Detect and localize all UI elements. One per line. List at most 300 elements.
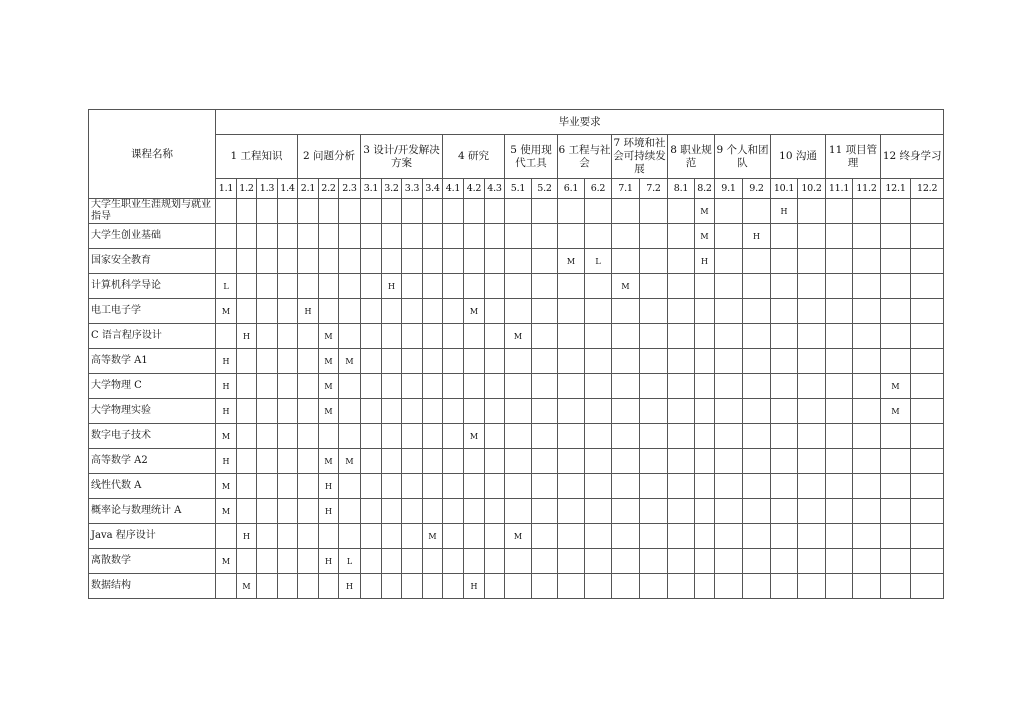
support-level-cell [911, 274, 944, 299]
support-level-cell [278, 274, 298, 299]
requirement-indicator: 4.3 [485, 179, 505, 199]
support-level-cell [298, 524, 319, 549]
support-level-cell [668, 199, 695, 224]
support-level-cell [743, 524, 771, 549]
support-level-cell [743, 499, 771, 524]
support-level-cell [532, 249, 558, 274]
support-level-cell [257, 499, 278, 524]
support-level-cell [715, 374, 743, 399]
requirement-indicator: 3.4 [423, 179, 443, 199]
support-level-cell [361, 374, 382, 399]
requirement-indicator: 11.1 [826, 179, 853, 199]
support-level-cell [237, 449, 257, 474]
support-level-cell [237, 549, 257, 574]
support-level-cell: H [237, 524, 257, 549]
support-level-cell [612, 249, 640, 274]
support-level-cell [278, 499, 298, 524]
support-level-cell: H [464, 574, 485, 599]
support-level-cell [911, 224, 944, 249]
support-level-cell [798, 524, 826, 549]
requirement-group: 1 工程知识 [216, 135, 298, 179]
support-level-cell [743, 324, 771, 349]
support-level-cell: M [505, 524, 532, 549]
support-level-cell [798, 449, 826, 474]
support-level-cell [715, 449, 743, 474]
support-level-cell [798, 249, 826, 274]
support-level-cell [695, 324, 715, 349]
support-level-cell [402, 549, 423, 574]
support-level-cell [237, 474, 257, 499]
support-level-cell [715, 549, 743, 574]
course-row [89, 224, 944, 249]
support-level-cell [278, 299, 298, 324]
support-level-cell [826, 324, 853, 349]
course-name: 高等数学 A2 [89, 449, 216, 474]
support-level-cell [881, 549, 911, 574]
support-level-cell [668, 524, 695, 549]
support-level-cell [715, 199, 743, 224]
support-level-cell [558, 524, 585, 549]
support-level-cell [558, 274, 585, 299]
support-level-cell [695, 299, 715, 324]
support-level-cell: M [319, 399, 339, 424]
course-row [89, 474, 944, 499]
support-level-cell [382, 374, 402, 399]
support-level-cell [771, 574, 798, 599]
support-level-cell [464, 349, 485, 374]
support-level-cell [361, 324, 382, 349]
support-level-cell [695, 424, 715, 449]
support-level-cell [826, 199, 853, 224]
support-level-cell [257, 324, 278, 349]
support-level-cell [668, 249, 695, 274]
support-level-cell [319, 299, 339, 324]
support-level-cell [339, 299, 361, 324]
support-level-cell [505, 349, 532, 374]
support-level-cell [911, 374, 944, 399]
support-level-cell [771, 549, 798, 574]
support-level-cell [558, 499, 585, 524]
requirement-indicator: 2.2 [319, 179, 339, 199]
support-level-cell [668, 574, 695, 599]
support-level-cell [771, 374, 798, 399]
support-level-cell: H [216, 349, 237, 374]
support-level-cell [532, 324, 558, 349]
support-level-cell [464, 374, 485, 399]
support-level-cell [640, 324, 668, 349]
support-level-cell [216, 524, 237, 549]
support-level-cell [319, 524, 339, 549]
support-level-cell [771, 349, 798, 374]
support-level-cell [798, 224, 826, 249]
requirement-indicator: 9.1 [715, 179, 743, 199]
support-level-cell [558, 299, 585, 324]
support-level-cell: L [339, 549, 361, 574]
support-level-cell [743, 399, 771, 424]
course-name: 概率论与数理统计 A [89, 499, 216, 524]
support-level-cell [257, 399, 278, 424]
support-level-cell [695, 374, 715, 399]
support-level-cell [558, 399, 585, 424]
requirement-group: 4 研究 [443, 135, 505, 179]
support-level-cell: M [216, 299, 237, 324]
course-row [89, 299, 944, 324]
support-level-cell [853, 249, 881, 274]
support-level-cell [464, 324, 485, 349]
course-name: 大学物理实验 [89, 399, 216, 424]
requirement-indicator: 6.1 [558, 179, 585, 199]
course-name: Java 程序设计 [89, 524, 216, 549]
requirement-group: 11 项目管理 [826, 135, 881, 179]
support-level-cell [743, 574, 771, 599]
support-level-cell [382, 499, 402, 524]
support-level-cell [853, 299, 881, 324]
support-level-cell [361, 199, 382, 224]
support-level-cell [298, 499, 319, 524]
support-level-cell [715, 274, 743, 299]
support-level-cell [911, 499, 944, 524]
course-name: 电工电子学 [89, 299, 216, 324]
requirement-indicator: 10.1 [771, 179, 798, 199]
support-level-cell [319, 224, 339, 249]
support-level-cell [278, 199, 298, 224]
support-level-cell [612, 224, 640, 249]
support-level-cell [771, 449, 798, 474]
support-level-cell [798, 574, 826, 599]
support-level-cell [798, 424, 826, 449]
support-level-cell [319, 199, 339, 224]
support-level-cell [532, 274, 558, 299]
support-level-cell [612, 324, 640, 349]
support-level-cell [485, 524, 505, 549]
support-level-cell [911, 199, 944, 224]
course-name: 离散数学 [89, 549, 216, 574]
support-level-cell [505, 424, 532, 449]
support-level-cell [668, 374, 695, 399]
support-level-cell [464, 449, 485, 474]
support-level-cell [668, 449, 695, 474]
support-level-cell [640, 399, 668, 424]
support-level-cell [640, 574, 668, 599]
support-level-cell [505, 399, 532, 424]
support-level-cell [339, 374, 361, 399]
support-level-cell [771, 499, 798, 524]
support-level-cell [382, 299, 402, 324]
course-name: 大学生职业生涯规划与就业指导 [89, 199, 216, 224]
support-level-cell: M [881, 399, 911, 424]
support-level-cell [532, 399, 558, 424]
support-level-cell [485, 374, 505, 399]
support-level-cell [257, 224, 278, 249]
support-level-cell [505, 224, 532, 249]
requirement-indicator: 10.2 [798, 179, 826, 199]
support-level-cell [423, 424, 443, 449]
support-level-cell [216, 324, 237, 349]
support-level-cell [464, 249, 485, 274]
support-level-cell [826, 474, 853, 499]
support-level-cell [798, 349, 826, 374]
support-level-cell [278, 374, 298, 399]
support-level-cell [715, 424, 743, 449]
support-level-cell [485, 349, 505, 374]
support-level-cell [853, 399, 881, 424]
support-level-cell [668, 399, 695, 424]
support-level-cell [485, 399, 505, 424]
support-level-cell [612, 474, 640, 499]
requirement-indicator: 7.2 [640, 179, 668, 199]
support-level-cell [826, 249, 853, 274]
course-row [89, 374, 944, 399]
support-level-cell [443, 399, 464, 424]
support-level-cell [585, 274, 612, 299]
support-level-cell [319, 424, 339, 449]
support-level-cell [257, 374, 278, 399]
support-level-cell [257, 449, 278, 474]
support-level-cell [443, 474, 464, 499]
support-level-cell [826, 274, 853, 299]
course-name: 高等数学 A1 [89, 349, 216, 374]
support-level-cell: M [216, 424, 237, 449]
support-level-cell [558, 549, 585, 574]
support-level-cell [585, 374, 612, 399]
course-name: 线性代数 A [89, 474, 216, 499]
support-level-cell [585, 299, 612, 324]
support-level-cell [911, 474, 944, 499]
requirement-indicator: 1.4 [278, 179, 298, 199]
support-level-cell [798, 199, 826, 224]
support-level-cell [881, 524, 911, 549]
support-level-cell [585, 399, 612, 424]
support-level-cell: M [216, 499, 237, 524]
support-level-cell [278, 574, 298, 599]
support-level-cell [257, 349, 278, 374]
support-level-cell [443, 499, 464, 524]
support-level-cell [695, 524, 715, 549]
support-level-cell [402, 474, 423, 499]
support-level-cell [298, 399, 319, 424]
requirement-indicator: 4.2 [464, 179, 485, 199]
support-level-cell [695, 549, 715, 574]
course-row [89, 249, 944, 274]
support-level-cell [532, 549, 558, 574]
support-level-cell [881, 574, 911, 599]
support-level-cell: M [319, 349, 339, 374]
support-level-cell [402, 349, 423, 374]
support-level-cell [558, 574, 585, 599]
requirement-indicator: 3.3 [402, 179, 423, 199]
support-level-cell [278, 249, 298, 274]
support-level-cell [216, 199, 237, 224]
support-level-cell [361, 424, 382, 449]
support-level-cell [339, 399, 361, 424]
support-level-cell [798, 474, 826, 499]
support-level-cell [640, 224, 668, 249]
support-level-cell: H [237, 324, 257, 349]
support-level-cell [668, 549, 695, 574]
support-level-cell [585, 424, 612, 449]
support-level-cell [798, 499, 826, 524]
support-level-cell [881, 249, 911, 274]
support-level-cell [402, 199, 423, 224]
support-level-cell [423, 349, 443, 374]
support-level-cell [668, 499, 695, 524]
support-level-cell [505, 549, 532, 574]
support-level-cell [505, 249, 532, 274]
support-level-cell [853, 199, 881, 224]
support-level-cell [585, 549, 612, 574]
support-level-cell [505, 474, 532, 499]
support-level-cell [771, 224, 798, 249]
support-level-cell [423, 549, 443, 574]
support-level-cell [668, 274, 695, 299]
support-level-cell [382, 549, 402, 574]
support-level-cell [237, 249, 257, 274]
course-row [89, 449, 944, 474]
support-level-cell [319, 249, 339, 274]
requirement-indicator: 3.1 [361, 179, 382, 199]
support-level-cell [826, 424, 853, 449]
support-level-cell [532, 499, 558, 524]
support-level-cell [771, 274, 798, 299]
support-level-cell [339, 274, 361, 299]
support-level-cell [485, 224, 505, 249]
support-level-cell [695, 474, 715, 499]
support-level-cell [278, 349, 298, 374]
support-level-cell [402, 324, 423, 349]
support-level-cell [612, 199, 640, 224]
course-row [89, 349, 944, 374]
support-level-cell [771, 324, 798, 349]
support-level-cell [402, 274, 423, 299]
support-level-cell [485, 299, 505, 324]
support-level-cell [668, 424, 695, 449]
support-level-cell [237, 374, 257, 399]
support-level-cell [695, 449, 715, 474]
support-level-cell [911, 524, 944, 549]
support-level-cell [558, 349, 585, 374]
requirement-group: 2 问题分析 [298, 135, 361, 179]
support-level-cell [464, 474, 485, 499]
course-row [89, 199, 944, 224]
support-level-cell [485, 474, 505, 499]
support-level-cell [443, 324, 464, 349]
support-level-cell: M [339, 349, 361, 374]
requirement-indicator: 5.2 [532, 179, 558, 199]
support-level-cell [585, 349, 612, 374]
course-row [89, 324, 944, 349]
support-level-cell [558, 224, 585, 249]
support-level-cell [640, 449, 668, 474]
requirement-indicator: 1.2 [237, 179, 257, 199]
support-level-cell [771, 424, 798, 449]
support-level-cell [237, 299, 257, 324]
support-level-cell [464, 274, 485, 299]
requirement-indicator: 1.1 [216, 179, 237, 199]
support-level-cell [911, 324, 944, 349]
support-level-cell [853, 349, 881, 374]
requirement-indicator: 1.3 [257, 179, 278, 199]
support-level-cell [640, 524, 668, 549]
support-level-cell: M [319, 324, 339, 349]
support-level-cell [443, 549, 464, 574]
support-level-cell: M [881, 374, 911, 399]
support-level-cell [464, 499, 485, 524]
support-level-cell [668, 324, 695, 349]
support-level-cell [505, 274, 532, 299]
support-level-cell [532, 299, 558, 324]
support-level-cell [853, 424, 881, 449]
support-level-cell [361, 499, 382, 524]
support-level-cell [668, 474, 695, 499]
support-level-cell [640, 549, 668, 574]
support-level-cell [612, 549, 640, 574]
support-level-cell [443, 524, 464, 549]
support-level-cell [826, 399, 853, 424]
support-level-cell [485, 499, 505, 524]
support-level-cell [257, 199, 278, 224]
support-level-cell [585, 324, 612, 349]
support-level-cell [298, 199, 319, 224]
course-row [89, 424, 944, 449]
support-level-cell [361, 399, 382, 424]
support-level-cell [612, 524, 640, 549]
support-level-cell [423, 274, 443, 299]
support-level-cell [612, 374, 640, 399]
requirement-indicator: 3.2 [382, 179, 402, 199]
support-level-cell [881, 224, 911, 249]
support-level-cell [798, 374, 826, 399]
support-level-cell: M [558, 249, 585, 274]
support-level-cell: M [464, 424, 485, 449]
support-level-cell [558, 424, 585, 449]
support-level-cell [771, 474, 798, 499]
support-level-cell: H [319, 474, 339, 499]
support-level-cell [612, 349, 640, 374]
matrix-header [89, 110, 944, 199]
support-level-cell [237, 199, 257, 224]
support-level-cell [853, 449, 881, 474]
support-level-cell [640, 299, 668, 324]
support-level-cell [443, 274, 464, 299]
support-level-cell [298, 549, 319, 574]
support-level-cell [640, 424, 668, 449]
support-level-cell: L [585, 249, 612, 274]
support-level-cell [826, 499, 853, 524]
support-level-cell [558, 199, 585, 224]
support-level-cell: L [216, 274, 237, 299]
support-level-cell [585, 574, 612, 599]
support-level-cell [881, 499, 911, 524]
support-level-cell [257, 474, 278, 499]
support-level-cell [826, 574, 853, 599]
support-level-cell [361, 249, 382, 274]
support-level-cell [443, 249, 464, 274]
support-level-cell [237, 349, 257, 374]
support-level-cell [298, 249, 319, 274]
course-name: 国家安全教育 [89, 249, 216, 274]
support-level-cell [715, 524, 743, 549]
support-level-cell [668, 299, 695, 324]
support-level-cell [443, 374, 464, 399]
support-level-cell [743, 249, 771, 274]
support-level-cell [237, 274, 257, 299]
support-level-cell [743, 349, 771, 374]
support-level-cell [558, 474, 585, 499]
support-level-cell [298, 424, 319, 449]
support-level-cell [443, 574, 464, 599]
support-level-cell [881, 449, 911, 474]
support-level-cell [298, 374, 319, 399]
